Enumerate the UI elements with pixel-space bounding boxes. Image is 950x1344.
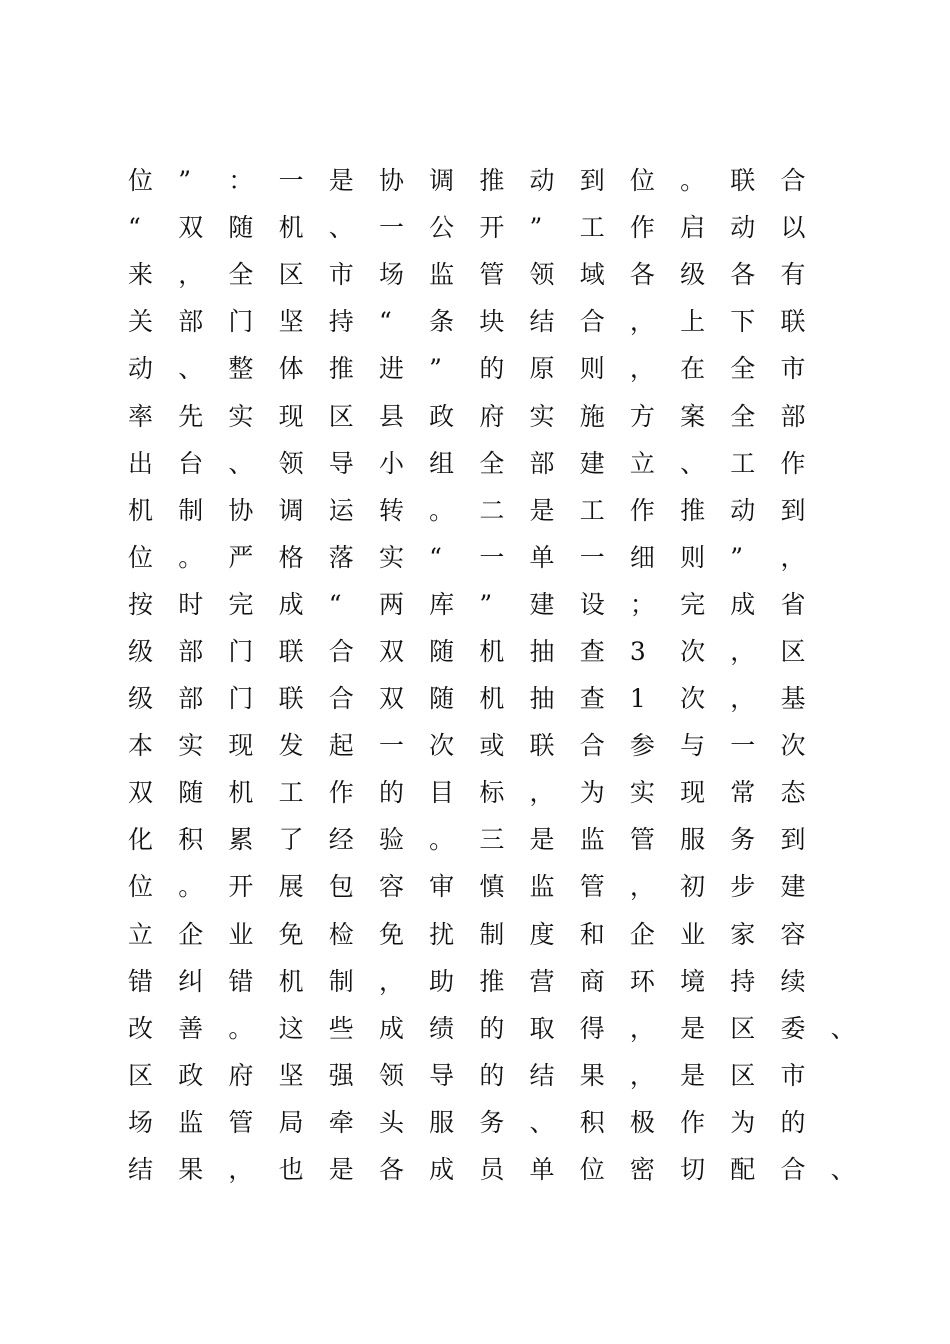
text-line: 错 纠 错 机 制 ， 助 推 营 商 环 境 持 续 (128, 966, 806, 996)
text-line: 双 随 机 工 作 的 目 标 ， 为 实 现 常 态 (128, 778, 806, 808)
text-line: 位 。 开 展 包 容 审 慎 监 管 ， 初 步 建 (128, 872, 806, 902)
text-line: 立 企 业 免 检 免 扰 制 度 和 企 业 家 容 (128, 919, 806, 949)
text-line: 本 实 现 发 起 一 次 或 联 合 参 与 一 次 (128, 731, 806, 761)
text-line: 级 部 门 联 合 双 随 机 抽 查 1 次 ， 基 (128, 684, 806, 714)
text-line: 场 监 管 局 牵 头 服 务 、 积 极 作 为 的 (128, 1107, 806, 1137)
text-line: 出 台 、 领 导 小 组 全 部 建 立 、 工 作 (128, 448, 806, 478)
text-line: 区 政 府 坚 强 领 导 的 结 果 ， 是 区 市 (128, 1060, 806, 1090)
text-line: 按 时 完 成 “ 两 库 ” 建 设 ； 完 成 省 (128, 589, 806, 619)
text-line: 机 制 协 调 运 转 。 二 是 工 作 推 动 到 (128, 495, 806, 525)
text-line: “ 双 随 机 、 一 公 开 ” 工 作 启 动 以 (128, 213, 806, 243)
text-line: 关 部 门 坚 持 “ 条 块 结 合 ， 上 下 联 (128, 307, 806, 337)
text-line: 位 ” ： 一 是 协 调 推 动 到 位 。 联 合 (128, 166, 806, 196)
text-line: 级 部 门 联 合 双 随 机 抽 查 3 次 ， 区 (128, 636, 806, 666)
text-line: 动 、 整 体 推 进 ” 的 原 则 ， 在 全 市 (128, 354, 806, 384)
text-line: 位 。 严 格 落 实 “ 一 单 一 细 则 ” ， (128, 542, 806, 572)
text-line: 率 先 实 现 区 县 政 府 实 施 方 案 全 部 (128, 401, 806, 431)
body-text (128, 157, 856, 1193)
text-line: 结 果 ， 也 是 各 成 员 单 位 密 切 配 合 、 (128, 1155, 856, 1185)
text-line: 来 ， 全 区 市 场 监 管 领 域 各 级 各 有 (128, 260, 806, 290)
text-line: 化 积 累 了 经 验 。 三 是 监 管 服 务 到 (128, 825, 806, 855)
text-line: 改 善 。 这 些 成 绩 的 取 得 ， 是 区 委 、 (128, 1013, 856, 1043)
